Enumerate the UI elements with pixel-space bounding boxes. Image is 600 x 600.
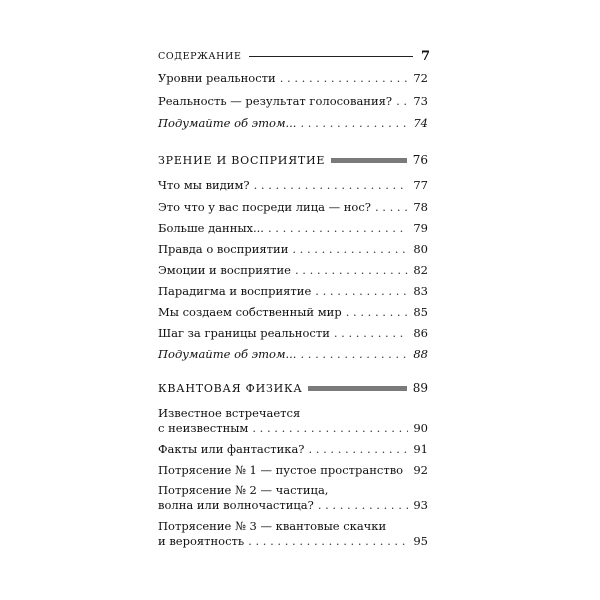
dot-leader [254, 178, 408, 193]
toc-entry[interactable] [158, 178, 428, 193]
toc-entry-title: и вероятность [158, 534, 245, 548]
dot-leader [308, 442, 408, 457]
toc-entry-title-line1: Известное встречается [158, 406, 301, 420]
toc-entry[interactable] [158, 483, 428, 513]
section-title: ЗРЕНИЕ И ВОСПРИЯТИЕ [158, 153, 326, 167]
toc-entry-title: с неизвестным [158, 421, 249, 435]
toc-entry-title: Подумайте об этом... [158, 116, 297, 130]
dot-leader [346, 305, 408, 320]
toc-entry-title: Правда о восприятии [158, 242, 289, 256]
toc-entry[interactable] [158, 242, 428, 257]
dot-leader [292, 242, 408, 257]
toc-entry-title: Мы создаем собственный мир [158, 305, 342, 319]
section-page: 89 [412, 381, 428, 395]
toc-entry-page: 72 [413, 71, 428, 85]
dot-leader [318, 498, 408, 513]
dot-leader [375, 200, 408, 215]
toc-entry-title: Потрясение № 1 — пустое пространство [158, 463, 404, 477]
toc-entry-page: 86 [413, 326, 428, 340]
dot-leader [315, 284, 408, 299]
toc-entry[interactable] [158, 71, 428, 86]
toc-entry-title-line1: Потрясение № 3 — квантовые скачки [158, 519, 387, 533]
dot-leader [280, 71, 408, 86]
toc-entry-page: 82 [413, 263, 428, 277]
toc-entry-page: 91 [413, 442, 428, 456]
toc-entry[interactable] [158, 347, 428, 362]
toc-entry-title: Это что у вас посреди лица — нос? [158, 200, 371, 214]
toc-entry[interactable] [158, 200, 428, 215]
toc-entry[interactable] [158, 519, 428, 549]
header-rule [249, 56, 412, 57]
dot-leader [252, 421, 408, 436]
toc-entry[interactable] [158, 406, 428, 436]
toc-entry-title: Шаг за границы реальности [158, 326, 330, 340]
section-heading-quantum[interactable] [158, 380, 428, 396]
toc-entry-page: 95 [413, 534, 428, 548]
toc-entry-page: 83 [413, 284, 428, 298]
toc-entry-title: Факты или фантастика? [158, 442, 305, 456]
section-heading-vision[interactable] [158, 152, 428, 168]
toc-entry-page: 93 [413, 498, 428, 512]
toc-entry-page: 77 [413, 178, 428, 192]
toc-entry-page: 78 [413, 200, 428, 214]
toc-entry[interactable] [158, 221, 428, 236]
dot-leader [300, 116, 408, 131]
toc-entry-title: Больше данных... [158, 221, 264, 235]
toc-entry-page: 90 [413, 421, 428, 435]
toc-entry[interactable] [158, 463, 428, 478]
toc-entry-title: Уровни реальности [158, 71, 276, 85]
toc-entry-page: 85 [413, 305, 428, 319]
dot-leader [300, 347, 408, 362]
toc-entry-page: 79 [413, 221, 428, 235]
toc-entry[interactable] [158, 284, 428, 299]
toc-entry[interactable] [158, 94, 428, 109]
section-title: КВАНТОВАЯ ФИЗИКА [158, 381, 303, 395]
toc-entry-title: Что мы видим? [158, 178, 250, 192]
dot-leader [295, 263, 408, 278]
toc-entry-title-line1: Потрясение № 2 — частица, [158, 483, 329, 497]
toc-entry-page: 88 [413, 347, 428, 361]
toc-entry-title: Парадигма и восприятие [158, 284, 312, 298]
toc-entry[interactable] [158, 116, 428, 131]
toc-entry[interactable] [158, 326, 428, 341]
dot-leader [268, 221, 408, 236]
dot-leader [407, 463, 408, 478]
running-header [158, 48, 430, 64]
section-page: 76 [412, 153, 428, 167]
toc-entry-title: Реальность — результат голосования? [158, 94, 393, 108]
section-bar [308, 386, 406, 391]
toc-entry[interactable] [158, 442, 428, 457]
toc-entry-page: 92 [413, 463, 428, 477]
header-page-number: 7 [420, 48, 430, 64]
toc-entry[interactable] [158, 305, 428, 320]
toc-entry-page: 80 [413, 242, 428, 256]
dot-leader [396, 94, 408, 109]
section-bar [331, 158, 406, 163]
toc-entry-title: Эмоции и восприятие [158, 263, 291, 277]
toc-entry-title: волна или волночастица? [158, 498, 314, 512]
toc-entry-title: Подумайте об этом... [158, 347, 297, 361]
toc-entry-page: 74 [413, 116, 428, 130]
dot-leader [334, 326, 408, 341]
toc-entry-page: 73 [413, 94, 428, 108]
toc-entry[interactable] [158, 263, 428, 278]
dot-leader [248, 534, 408, 549]
header-title: СОДЕРЖАНИЕ [158, 50, 242, 62]
